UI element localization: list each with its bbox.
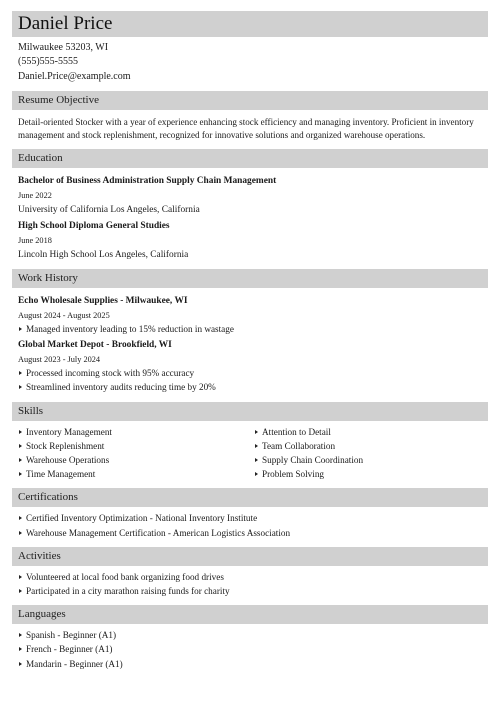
skill-item: Team Collaboration	[254, 439, 363, 453]
certification-item: Warehouse Management Certification - American Logistics Association	[18, 526, 488, 540]
section-heading: Activities	[12, 547, 488, 566]
name-bar	[12, 11, 488, 37]
language-item: Spanish - Beginner (A1)	[18, 628, 488, 642]
education-entry	[18, 175, 488, 217]
candidate-name: Daniel Price	[18, 13, 113, 34]
language-item: French - Beginner (A1)	[18, 642, 488, 656]
degree-title: Bachelor of Business Administration Supply Chain Management	[18, 175, 277, 186]
job-date: August 2024 - August 2025	[18, 310, 110, 320]
activity-item: Volunteered at local food bank organizing food drives	[18, 570, 488, 584]
section-heading: Resume Objective	[12, 91, 488, 110]
objective-text: Detail-oriented Stocker with a year of experience enhancing stock efficiency and managing inventory. Proficient in inventory management and stock replenishment, recognized for innovative solutions and organized warehouse operations.	[18, 116, 474, 140]
skill-item: Inventory Management	[18, 425, 254, 439]
job-bullet: Streamlined inventory audits reducing time by 20%	[18, 380, 488, 394]
job-date: August 2023 - July 2024	[18, 355, 101, 365]
skills-right-column	[254, 425, 363, 482]
job-bullet: Managed inventory leading to 15% reduction in wastage	[18, 322, 488, 336]
contact-phone: (555)555-5555	[18, 56, 78, 68]
certification-item: Certified Inventory Optimization - National Inventory Institute	[18, 511, 488, 525]
objective-section	[18, 91, 488, 142]
skill-item: Warehouse Operations	[18, 453, 254, 467]
degree-title: High School Diploma General Studies	[18, 220, 170, 231]
degree-date: June 2022	[18, 190, 52, 200]
section-heading: Work History	[12, 269, 488, 288]
school-name: University of California Los Angeles, California	[18, 204, 200, 215]
languages-section	[18, 605, 488, 671]
activities-section	[18, 547, 488, 598]
school-name: Lincoln High School Los Angeles, California	[18, 249, 189, 260]
section-heading: Skills	[12, 402, 488, 421]
skill-item: Problem Solving	[254, 467, 363, 481]
skills-left-column	[18, 425, 254, 482]
skill-item: Supply Chain Coordination	[254, 453, 363, 467]
degree-date: June 2018	[18, 235, 52, 245]
contact-location: Milwaukee 53203, WI	[18, 42, 109, 53]
activity-item: Participated in a city marathon raising funds for charity	[18, 584, 488, 598]
work-history-section	[18, 269, 488, 395]
skills-section	[18, 402, 488, 482]
language-item: Mandarin - Beginner (A1)	[18, 657, 488, 671]
job-bullet: Processed incoming stock with 95% accuracy	[18, 366, 488, 380]
skill-item: Time Management	[18, 467, 254, 481]
job-entry	[18, 339, 488, 394]
skill-item: Attention to Detail	[254, 425, 363, 439]
contact-block	[18, 41, 488, 84]
job-title: Echo Wholesale Supplies - Milwaukee, WI	[18, 295, 188, 306]
job-title: Global Market Depot - Brookfield, WI	[18, 340, 172, 351]
section-heading: Education	[12, 149, 488, 168]
section-heading: Certifications	[12, 488, 488, 507]
section-heading: Languages	[12, 605, 488, 624]
skill-item: Stock Replenishment	[18, 439, 254, 453]
education-entry	[18, 220, 488, 262]
job-entry	[18, 295, 488, 336]
certifications-section	[18, 488, 488, 539]
education-section	[18, 149, 488, 262]
contact-email: Daniel.Price@example.com	[18, 70, 131, 82]
